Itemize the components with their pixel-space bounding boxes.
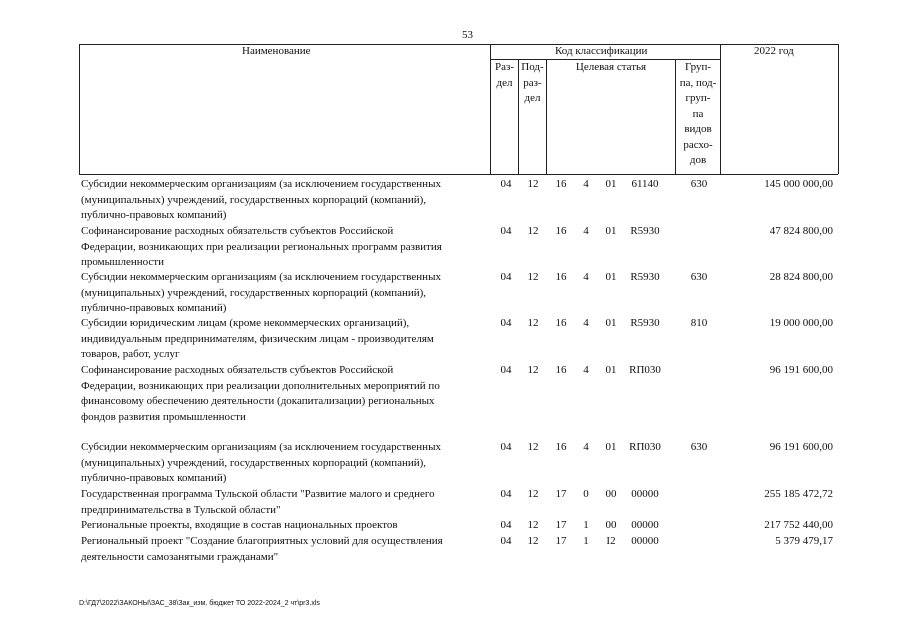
row-code-c4: R5930 <box>630 271 660 283</box>
row-code-c2: 4 <box>583 225 589 237</box>
row-amount: 28 824 800,00 <box>769 271 833 283</box>
row-code-c1: 17 <box>555 488 567 500</box>
header-target-article: Целевая статья <box>575 61 647 73</box>
row-code-c3: 01 <box>605 441 617 453</box>
row-amount: 145 000 000,00 <box>764 178 833 190</box>
row-code-c2: 4 <box>583 178 589 190</box>
row-code-c4: R5930 <box>630 225 660 237</box>
row-code-c3: I2 <box>606 535 616 547</box>
row-name: Субсидии некоммерческим организациям (за исключением государственных (муниципальных) учреждений, государственных корпораций (компаний), публично-правовых компаний) <box>81 271 441 314</box>
row-code-c4: R5930 <box>630 317 660 329</box>
row-code-c3: 01 <box>605 364 617 376</box>
row-code-rz: 04 <box>500 178 512 190</box>
row-code-rz: 04 <box>500 271 512 283</box>
row-code-c4: 00000 <box>631 488 659 500</box>
row-code-c4: 00000 <box>631 535 659 547</box>
row-amount: 96 191 600,00 <box>769 441 833 453</box>
row-name: Софинансирование расходных обязательств субъектов Российской Федерации, возникающих при реализации дополнительных мероприятий по финансовому обеспечению деятельности (докапитализации) региональных фондов развития промышленности <box>81 364 440 423</box>
row-code-c1: 16 <box>555 441 567 453</box>
row-amount: 47 824 800,00 <box>769 225 833 237</box>
header-classification: Код классификации <box>555 45 648 57</box>
file-path-footer: D:\ГД7\2022\ЗАКОНЫ\ЗАС_38\Зак_изм. бюджет ТО 2022-2024_2 чт\pr3.xls <box>79 600 320 607</box>
header-year: 2022 год <box>754 45 794 57</box>
row-code-vr: 810 <box>690 317 708 329</box>
row-code-c3: 01 <box>605 271 617 283</box>
row-name: Субсидии некоммерческим организациям (за исключением государственных (муниципальных) учреждений, государственных корпораций (компаний), публично-правовых компаний) <box>81 178 441 221</box>
row-code-c1: 16 <box>555 178 567 190</box>
row-amount: 19 000 000,00 <box>769 317 833 329</box>
row-code-rz: 04 <box>500 364 512 376</box>
row-code-pr: 12 <box>527 271 539 283</box>
row-name: Субсидии некоммерческим организациям (за исключением государственных (муниципальных) учреждений, государственных корпораций (компаний), публично-правовых компаний) <box>81 441 441 484</box>
row-code-pr: 12 <box>527 225 539 237</box>
row-code-c2: 4 <box>583 271 589 283</box>
row-code-c3: 01 <box>605 317 617 329</box>
row-code-c4: RП030 <box>629 441 661 453</box>
row-code-vr: 630 <box>690 441 708 453</box>
row-amount: 217 752 440,00 <box>764 519 833 531</box>
row-code-c1: 16 <box>555 317 567 329</box>
row-code-pr: 12 <box>527 519 539 531</box>
row-name: Субсидии юридическим лицам (кроме некоммерческих организаций), индивидуальным предпринимателям, физическим лицам - производителям товаров, работ, услуг <box>81 317 434 360</box>
row-code-c2: 1 <box>583 535 589 547</box>
row-code-rz: 04 <box>500 519 512 531</box>
row-code-c2: 0 <box>583 488 589 500</box>
row-code-pr: 12 <box>527 535 539 547</box>
row-code-pr: 12 <box>527 488 539 500</box>
row-code-vr: 630 <box>690 178 708 190</box>
row-code-c3: 01 <box>605 225 617 237</box>
row-code-c1: 16 <box>555 225 567 237</box>
row-code-pr: 12 <box>527 364 539 376</box>
row-code-c2: 1 <box>583 519 589 531</box>
row-name: Региональные проекты, входящие в состав национальных проектов <box>81 519 398 531</box>
row-code-c3: 00 <box>605 488 617 500</box>
row-code-rz: 04 <box>500 488 512 500</box>
row-name: Государственная программа Тульской области "Развитие малого и среднего предпринимательства в Тульской области" <box>81 488 435 516</box>
row-code-rz: 04 <box>500 317 512 329</box>
page-number: 53 <box>462 29 473 41</box>
row-code-pr: 12 <box>527 178 539 190</box>
header-podrazdel: Под- раз- дел <box>521 61 544 104</box>
row-code-c1: 16 <box>555 271 567 283</box>
row-code-c3: 00 <box>605 519 617 531</box>
row-code-c4: 61140 <box>631 178 659 190</box>
row-code-c4: 00000 <box>631 519 659 531</box>
row-amount: 255 185 472,72 <box>764 488 833 500</box>
row-code-rz: 04 <box>500 441 512 453</box>
header-name: Наименование <box>242 45 311 57</box>
row-code-rz: 04 <box>500 535 512 547</box>
row-code-c1: 17 <box>555 535 567 547</box>
row-code-pr: 12 <box>527 441 539 453</box>
row-code-c2: 4 <box>583 441 589 453</box>
row-amount: 96 191 600,00 <box>769 364 833 376</box>
row-code-c1: 16 <box>555 364 567 376</box>
row-code-c1: 17 <box>555 519 567 531</box>
row-amount: 5 379 479,17 <box>775 535 833 547</box>
row-code-c4: RП030 <box>629 364 661 376</box>
row-code-rz: 04 <box>500 225 512 237</box>
row-code-c3: 01 <box>605 178 617 190</box>
header-razdel: Раз- дел <box>494 61 514 89</box>
row-code-pr: 12 <box>527 317 539 329</box>
row-name: Региональный проект "Создание благоприятных условий для осуществления деятельности самозанятыми гражданами" <box>81 535 443 563</box>
row-code-c2: 4 <box>583 364 589 376</box>
row-name: Софинансирование расходных обязательств субъектов Российской Федерации, возникающих при реализации региональных программ развития промышленности <box>81 225 442 268</box>
header-expense-group: Груп- па, под- груп- па видов расхо- дов <box>679 61 717 166</box>
row-code-c2: 4 <box>583 317 589 329</box>
row-code-vr: 630 <box>690 271 708 283</box>
